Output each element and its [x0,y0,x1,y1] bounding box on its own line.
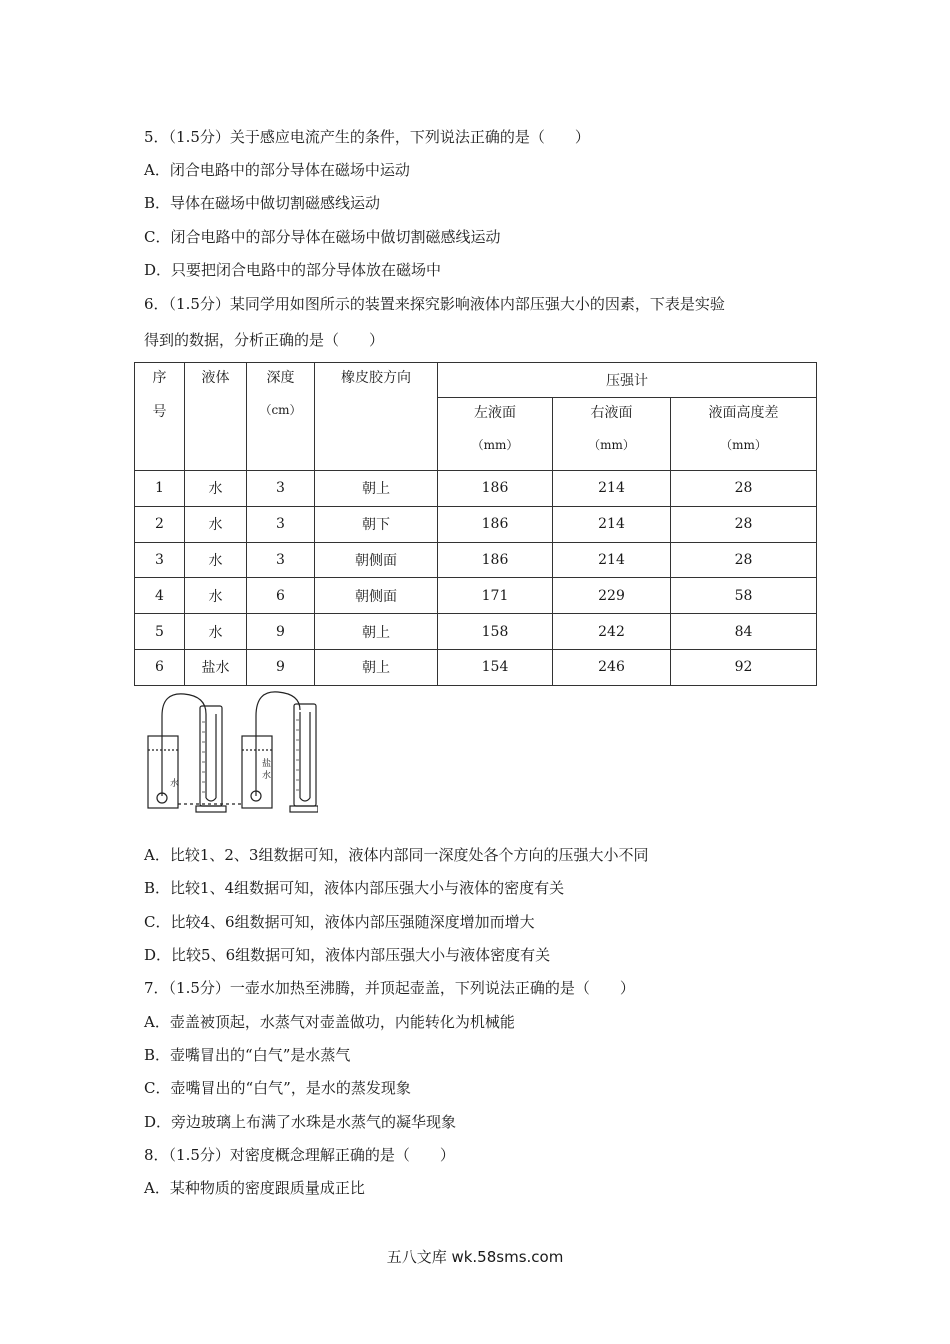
q7-option-d: D．旁边玻璃上布满了水珠是水蒸气的凝华现象 [144,1113,457,1131]
header-right: 右液面 （mm） [553,398,671,471]
stand-right [290,806,318,812]
cell-right-level: 246 [553,649,671,685]
q7-option-c: C．壶嘴冒出的“白气”，是水的蒸发现象 [144,1079,411,1097]
cell-height-diff: 58 [671,578,817,614]
cell-right-level: 229 [553,578,671,614]
q5-stem: 5．（1.5分）关于感应电流产生的条件，下列说法正确的是（ ） [144,128,590,146]
q8-option-a: A．某种物质的密度跟质量成正比 [144,1179,365,1197]
cell-left-level: 186 [438,471,553,507]
pressure-gauge-apparatus-figure [146,686,318,814]
cell-height-diff: 28 [671,471,817,507]
header-gauge: 压强计 [438,363,817,398]
q6-stem-line2: 得到的数据，分析正确的是（ ） [144,331,385,349]
cell-direction: 朝上 [315,471,438,507]
cell-left-level: 171 [438,578,553,614]
cell-right-level: 214 [553,542,671,578]
q6-stem-line1: 6．（1.5分）某同学用如图所示的装置来探究影响液体内部压强大小的因素，下表是实验 [144,295,725,313]
cell-seq: 6 [135,649,185,685]
cell-height-diff: 92 [671,649,817,685]
cell-direction: 朝上 [315,649,438,685]
cell-right-level: 214 [553,471,671,507]
cell-liquid: 水 [185,471,247,507]
q6-option-a: A．比较1、2、3组数据可知，液体内部同一深度处各个方向的压强大小不同 [144,846,649,864]
cell-liquid: 水 [185,578,247,614]
cell-liquid: 盐水 [185,649,247,685]
q6-option-b: B．比较1、4组数据可知，液体内部压强大小与液体的密度有关 [144,879,565,897]
header-depth: 深度 （cm） [247,363,315,471]
table-row [135,578,817,614]
table-row [135,506,817,542]
cell-liquid: 水 [185,506,247,542]
q6-option-d: D．比较5、6组数据可知，液体内部压强大小与液体密度有关 [144,946,551,964]
cell-seq: 1 [135,471,185,507]
cell-right-level: 214 [553,506,671,542]
cell-liquid: 水 [185,614,247,650]
cell-seq: 3 [135,542,185,578]
header-direction: 橡皮胶方向 [315,363,438,471]
q6-option-c: C．比较4、6组数据可知，液体内部压强随深度增加而增大 [144,913,535,931]
q5-option-c: C．闭合电路中的部分导体在磁场中做切割磁感线运动 [144,228,501,246]
cell-liquid: 水 [185,542,247,578]
table-row [135,471,817,507]
pressure-data-table [134,362,817,686]
q5-option-b: B．导体在磁场中做切割磁感线运动 [144,194,381,212]
header-diff: 液面高度差 （mm） [671,398,817,471]
header-left: 左液面 （mm） [438,398,553,471]
cell-height-diff: 28 [671,506,817,542]
salt-label-bottom: 水 [262,771,272,781]
q7-stem: 7．（1.5分）一壶水加热至沸腾，并顶起壶盖，下列说法正确的是（ ） [144,979,635,997]
cell-depth: 3 [247,471,315,507]
u-tube-left [200,706,222,806]
cell-seq: 5 [135,614,185,650]
cell-depth: 3 [247,506,315,542]
stand-left [196,806,226,812]
q5-option-d: D．只要把闭合电路中的部分导体放在磁场中 [144,261,442,279]
cell-seq: 4 [135,578,185,614]
cell-depth: 3 [247,542,315,578]
cell-height-diff: 28 [671,542,817,578]
page-footer: 五八文库 wk.58sms.com [386,1248,564,1266]
cell-right-level: 242 [553,614,671,650]
cell-depth: 9 [247,614,315,650]
cell-height-diff: 84 [671,614,817,650]
cell-left-level: 186 [438,542,553,578]
cell-direction: 朝侧面 [315,578,438,614]
cell-depth: 6 [247,578,315,614]
header-seq: 序 号 [135,363,185,471]
u-tube-right [294,704,316,806]
q7-option-a: A．壶盖被顶起，水蒸气对壶盖做功，内能转化为机械能 [144,1013,515,1031]
table-row [135,614,817,650]
cell-depth: 9 [247,649,315,685]
rubber-tube-left [162,694,206,796]
salt-label-top: 盐 [262,759,272,769]
cell-left-level: 154 [438,649,553,685]
cell-direction: 朝下 [315,506,438,542]
cell-seq: 2 [135,506,185,542]
water-beaker [148,736,178,808]
q7-option-b: B．壶嘴冒出的“白气”是水蒸气 [144,1046,351,1064]
q5-option-a: A．闭合电路中的部分导体在磁场中运动 [144,161,410,179]
table-row [135,542,817,578]
cell-direction: 朝上 [315,614,438,650]
q8-stem: 8．（1.5分）对密度概念理解正确的是（ ） [144,1146,455,1164]
cell-left-level: 158 [438,614,553,650]
header-liquid: 液体 [185,363,247,471]
cell-left-level: 186 [438,506,553,542]
cell-direction: 朝侧面 [315,542,438,578]
table-row [135,649,817,685]
water-label: 水 [170,779,180,789]
